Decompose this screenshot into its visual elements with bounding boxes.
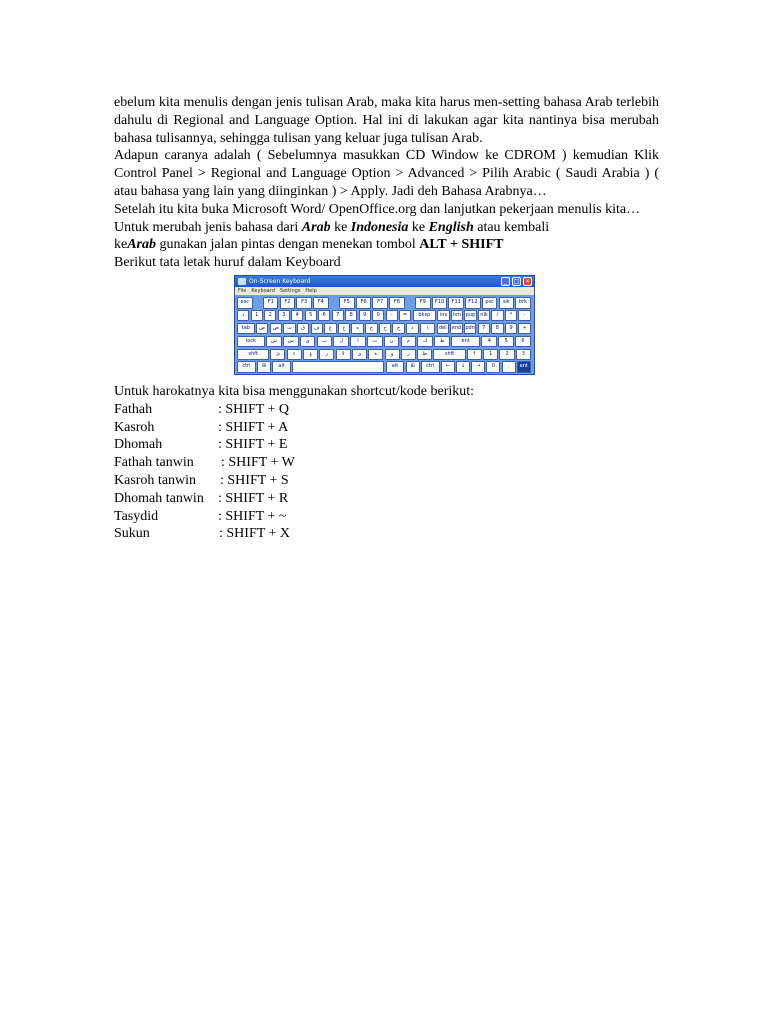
shortcut-row [114,401,659,419]
osk-key: 6 [515,336,531,348]
osk-key: 2 [499,349,514,361]
osk-key: ins [437,310,449,322]
shortcut-key: : SHIFT + ~ [218,508,287,524]
osk-key: F1 [263,297,279,309]
osk-key: ذ [237,310,249,322]
osk-key: F8 [389,297,405,309]
maximize-icon: □ [513,277,520,285]
osk-key: shft [433,349,465,361]
osk-key: ن [384,336,400,348]
document-body [114,94,659,543]
shortcut-key: : SHIFT + E [218,437,288,453]
osk-key: ة [368,349,383,361]
osk-key-row [237,297,532,309]
indonesia-term: Indonesia [350,219,409,235]
osk-key [292,361,384,373]
osk-key-row [237,361,532,373]
osk-key: 2 [264,310,276,322]
osk-menu-item: Settings [279,287,301,294]
osk-key: ع [338,323,350,335]
osk-menu-item: Help [305,287,317,294]
osk-key: ح [379,323,391,335]
shortcut-row [114,490,659,508]
shortcut-key: : SHIFT + X [219,526,291,542]
osk-key: * [505,310,517,322]
osk-key: F9 [415,297,431,309]
shortcut-key: : SHIFT + R [218,490,289,506]
osk-key: hm [451,310,463,322]
english-term: English [428,219,474,235]
shortcut-row [114,508,659,526]
osk-key: 8 [345,310,357,322]
osk-key: \ [420,323,436,335]
osk-key: 1 [251,310,263,322]
osk-key: 0 [486,361,500,373]
harokat-shortcut-list [114,401,659,543]
osk-key: س [283,336,299,348]
close-icon: × [524,277,531,285]
on-screen-keyboard-image [234,275,535,375]
osk-key: ى [352,349,367,361]
shortcut-row [114,472,659,490]
osk-key [330,297,338,309]
osk-key: 9 [359,310,371,322]
osk-key: و [385,349,400,361]
osk-titlebar [235,276,534,287]
osk-key: 0 [372,310,384,322]
shortcut-row [114,419,659,437]
osk-key: د [406,323,418,335]
osk-key: ل [333,336,349,348]
osk-key: ظ [417,349,432,361]
osk-menu-item: File [238,287,247,294]
osk-key: ض [256,323,268,335]
osk-key: psc [482,297,498,309]
osk-key: ctrl [237,361,256,373]
osk-key: م [401,336,417,348]
paragraph-harokat-intro: Untuk harokatnya kita bisa menggunakan shortcut/kode berikut: [114,383,475,399]
paragraph-intro: ebelum kita menulis dengan jenis tulisan Arab, maka kita harus men-setting bahasa Arab terlebih dahulu di Regional and Language Option. Hal ini di lakukan agar kita nantinya bisa merubah bahasa tulisannya, sehingga tulisan yang keluar juga tulisan Arab. [114,95,659,146]
osk-key: 5 [305,310,317,322]
osk-key: ؤ [303,349,318,361]
osk-key: ← [441,361,455,373]
osk-menu-item: Keyboard [251,287,275,294]
shortcut-key: : SHIFT + A [218,419,289,435]
shortcut-key: : SHIFT + W [221,455,295,471]
shortcut-name: Kasroh tanwin [114,472,197,488]
osk-key-row [237,310,532,322]
osk-key: F3 [296,297,312,309]
osk-key: خ [365,323,377,335]
osk-key-row [237,349,532,361]
osk-key: ص [270,323,282,335]
osk-key: 3 [516,349,531,361]
osk-key: F10 [432,297,448,309]
osk-key: ctrl [421,361,440,373]
osk-key: 4 [481,336,497,348]
osk-key: esc [237,297,253,309]
osk-key: 6 [318,310,330,322]
osk-key: ئ [270,349,285,361]
osk-key: del [437,323,449,335]
osk-key [254,297,262,309]
keyboard-icon [238,278,246,285]
osk-menubar [235,287,534,295]
osk-key: ا [350,336,366,348]
osk-key: F4 [313,297,329,309]
minimize-icon: _ [501,277,510,286]
osk-key: ز [401,349,416,361]
osk-key: bksp [413,310,437,322]
osk-key: lock [237,336,265,348]
shortcut-name: Kasroh [114,419,155,435]
shortcut-name: Dhomah tanwin [114,490,204,506]
paragraph-switch-language: Untuk merubah jenis bahasa dari Arab ke Indonesia ke English atau kembali keArab gunakan jalan pintas dengan menekan tombol ALT + SHIFT [114,219,550,253]
osk-key: لا [336,349,351,361]
osk-key: 3 [278,310,290,322]
osk-key: ف [311,323,323,335]
shortcut-row [114,436,659,454]
osk-key: F2 [280,297,296,309]
osk-key: = [399,310,411,322]
osk-key: ent [517,361,531,373]
osk-key: ي [300,336,316,348]
arab-term: Arab [301,219,331,235]
keyboard-figure [114,275,659,379]
osk-key: pdn [464,323,476,335]
osk-key: 8 [491,323,503,335]
osk-key: 4 [291,310,303,322]
osk-key [406,297,414,309]
shortcut-row [114,525,659,543]
osk-key: F7 [372,297,388,309]
osk-key: F11 [448,297,464,309]
osk-key: 9 [505,323,517,335]
osk-key: → [471,361,485,373]
shortcut-name: Sukun [114,526,150,542]
shortcut-key: : SHIFT + Q [218,401,290,417]
osk-key: ⊞ [257,361,271,373]
osk-key: - [386,310,398,322]
osk-key: ت [367,336,383,348]
osk-key: ء [287,349,302,361]
osk-key: tab [237,323,255,335]
osk-key: ج [392,323,404,335]
osk-key: slk [499,297,515,309]
shortcut-name: Dhomah [114,437,163,453]
osk-key: pup [464,310,476,322]
shortcut-name: Fathah [114,401,153,417]
osk-key: 7 [332,310,344,322]
osk-key: F12 [465,297,481,309]
osk-key: . [502,361,516,373]
osk-key-row [237,336,532,348]
osk-key: ث [283,323,295,335]
osk-key: ه [351,323,363,335]
osk-key: ⊞ [406,361,420,373]
shortcut-row [114,454,659,472]
osk-key: nlk [478,310,490,322]
osk-key: غ [324,323,336,335]
osk-key: - [518,310,530,322]
osk-key: 1 [483,349,498,361]
arab-term-2: Arab [127,237,157,253]
osk-key: / [491,310,503,322]
shortcut-key: : SHIFT + S [220,472,289,488]
shortcut-name: Tasydid [114,508,159,524]
osk-key-row [237,323,532,335]
osk-key: alt [272,361,291,373]
osk-key: ق [297,323,309,335]
paragraph-keyboard-intro: Berikut tata letak huruf dalam Keyboard [114,255,341,271]
osk-key: ش [266,336,282,348]
osk-key: end [450,323,462,335]
osk-key: ent [451,336,480,348]
osk-key: 5 [498,336,514,348]
paragraph-steps: Adapun caranya adalah ( Sebelumnya masukkan CD Window ke CDROM ) kemudian Klik Control Panel > Regional and Language Option > Advanced > Pilih Arabic ( Saudi Arabia ) ( atau bahasa yang lain yang diinginkan ) > Apply. Jadi deh Bahasa Arabnya… [114,148,659,199]
osk-key: ↑ [467,349,482,361]
osk-key: ط [434,336,450,348]
osk-key: shft [237,349,269,361]
shortcut-name: Fathah tanwin [114,455,194,471]
osk-keys [237,297,532,372]
osk-key: ك [417,336,433,348]
osk-title: On-Screen Keyboard [249,277,311,285]
osk-key: ب [317,336,333,348]
osk-key: ر [319,349,334,361]
osk-key: F6 [356,297,372,309]
osk-key: brk [515,297,531,309]
osk-key: ↓ [456,361,470,373]
shortcut-alt-shift: ALT + SHIFT [419,237,504,253]
osk-key: F5 [339,297,355,309]
paragraph-open-word: Setelah itu kita buka Microsoft Word/ OpenOffice.org dan lanjutkan pekerjaan menulis kita… [114,201,641,217]
osk-key: 7 [478,323,490,335]
osk-key: alt [386,361,405,373]
osk-key: + [518,323,530,335]
